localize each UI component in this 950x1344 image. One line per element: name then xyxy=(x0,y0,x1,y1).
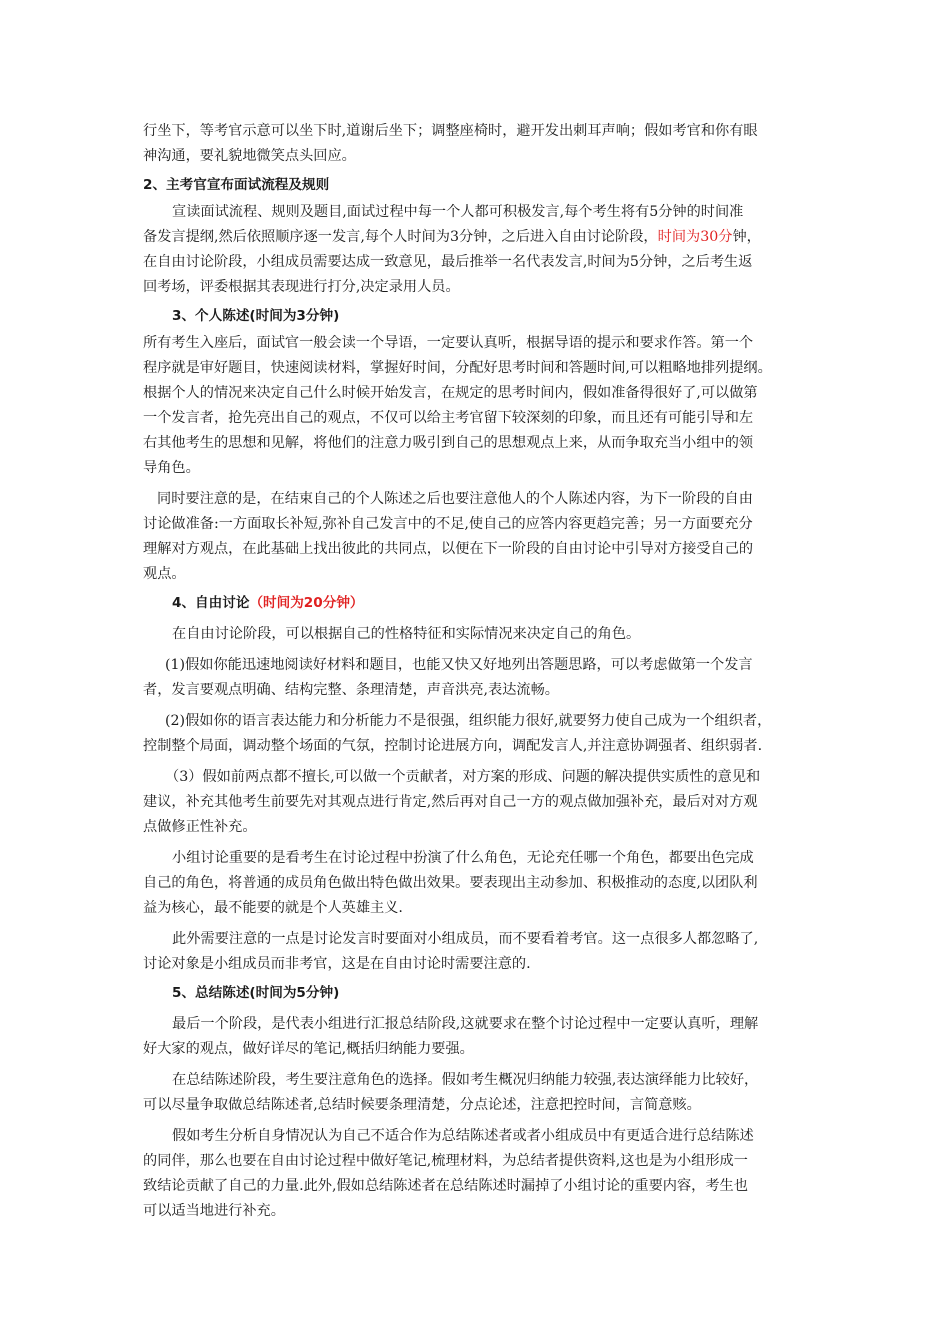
text-segment: 备发言提纲,然后依照顺序逐一发言,每个人时间为3分钟，之后进入自由讨论阶段， xyxy=(143,229,658,245)
text-line: (1)假如你能迅速地阅读好材料和题目，也能又快又好地列出答题思路，可以考虑做第一个发言 xyxy=(165,657,753,673)
text-segment: 钟， xyxy=(732,229,761,245)
text-line: 神沟通，要礼貌地微笑点头回应。 xyxy=(143,148,356,164)
paragraph-summary-stage xyxy=(143,1012,815,1062)
document-body xyxy=(143,119,815,1224)
text-line: 所有考生入座后，面试官一般会读一个导语，一定要认真听，根据导语的提示和要求作答。第一个 xyxy=(143,335,754,351)
highlight-text: （时间为20分钟） xyxy=(249,595,364,611)
text-line: 根据个人的情况来决定自己什么时候开始发言，在规定的思考时间内，假如准备得很好了,可以做第 xyxy=(143,385,758,401)
section-heading-4 xyxy=(143,591,815,616)
text-line: (2)假如你的语言表达能力和分析能力不是很强，组织能力很好,就要努力使自己成为一个组织者， xyxy=(165,713,772,729)
text-line: （3）假如前两点都不擅长,可以做一个贡献者，对方案的形成、问题的解决提供实质性的意见和 xyxy=(165,769,761,785)
paragraph-summary-support xyxy=(143,1124,815,1224)
heading-text: 4、自由讨论 xyxy=(172,595,250,611)
text-line: 理解对方观点，在此基础上找出彼此的共同点，以便在下一阶段的自由讨论中引导对方接受自己的 xyxy=(143,541,754,557)
text-line: 可以适当地进行补充。 xyxy=(143,1203,285,1219)
section-heading-3: 3、个人陈述(时间为3分钟) xyxy=(172,308,340,324)
section-heading-2: 2、主考官宣布面试流程及规则 xyxy=(143,177,330,193)
paragraph-attention-others xyxy=(143,487,815,587)
paragraph-face-group xyxy=(143,927,815,977)
paragraph-seating-etiquette xyxy=(143,119,815,169)
paragraph-free-discussion-intro xyxy=(143,622,815,647)
text-line xyxy=(143,225,815,250)
text-line: 观点。 xyxy=(143,566,186,582)
text-line: 在自由讨论阶段，小组成员需要达成一致意见，最后推举一名代表发言,时间为5分钟，之后考生返 xyxy=(143,254,753,270)
text-line: 讨论对象是小组成员而非考官，这是在自由讨论时需要注意的. xyxy=(143,956,531,972)
text-line: 一个发言者，抢先亮出自己的观点，不仅可以给主考官留下较深刻的印象，而且还有可能引导和左 xyxy=(143,410,754,426)
text-line: 讨论做准备:一方面取长补短,弥补自己发言中的不足,使自己的应答内容更趋完善；另一方面要充分 xyxy=(143,516,753,532)
text-line: 建议，补充其他考生前要先对其观点进行肯定,然后再对自己一方的观点做加强补充，最后对对方观 xyxy=(143,794,758,810)
text-line: 小组讨论重要的是看考生在讨论过程中扮演了什么角色，无论充任哪一个角色，都要出色完成 xyxy=(172,850,754,866)
text-line: 在总结陈述阶段，考生要注意角色的选择。假如考生概况归纳能力较强,表达演绎能力比较好， xyxy=(172,1072,759,1088)
text-line: 导角色。 xyxy=(143,460,200,476)
text-line: 好大家的观点，做好详尽的笔记,概括归纳能力要强。 xyxy=(143,1041,474,1057)
highlight-text: 时间为30分 xyxy=(657,229,733,245)
paragraph-personal-statement xyxy=(143,331,815,481)
text-line: 在自由讨论阶段，可以根据自己的性格特征和实际情况来决定自己的角色。 xyxy=(172,626,641,642)
text-line: 致结论贡献了自己的力量.此外,假如总结陈述者在总结陈述时漏掉了小组讨论的重要内容，考生也 xyxy=(143,1178,748,1194)
section-heading-5: 5、总结陈述(时间为5分钟) xyxy=(172,985,340,1001)
paragraph-role-1 xyxy=(143,653,815,703)
paragraph-role-2 xyxy=(143,709,815,759)
text-line: 此外需要注意的一点是讨论发言时要面对小组成员，而不要看着考官。这一点很多人都忽略了, xyxy=(172,931,759,947)
text-line: 控制整个局面，调动整个场面的气氛，控制讨论进展方向，调配发言人,并注意协调强者、组织弱者. xyxy=(143,738,763,754)
text-line: 宣读面试流程、规则及题目,面试过程中每一个人都可积极发言,每个考生将有5分钟的时间准 xyxy=(172,204,744,220)
paragraph-interview-process xyxy=(143,200,815,300)
text-line: 点做修正性补充。 xyxy=(143,819,257,835)
paragraph-summary-role xyxy=(143,1068,815,1118)
text-line: 最后一个阶段，是代表小组进行汇报总结阶段,这就要求在整个讨论过程中一定要认真听，理解 xyxy=(172,1016,759,1032)
paragraph-discussion-roles xyxy=(143,846,815,921)
text-line: 回考场，评委根据其表现进行打分,决定录用人员。 xyxy=(143,279,460,295)
text-line: 可以尽量争取做总结陈述者,总结时候要条理清楚，分点论述，注意把控时间，言简意赅。 xyxy=(143,1097,701,1113)
text-line: 的同伴，那么也要在自由讨论过程中做好笔记,梳理材料，为总结者提供资料,这也是为小组形成一 xyxy=(143,1153,748,1169)
text-line: 者，发言要观点明确、结构完整、条理清楚，声音洪亮,表达流畅。 xyxy=(143,682,559,698)
text-line: 右其他考生的思想和见解，将他们的注意力吸引到自己的思想观点上来，从而争取充当小组中的领 xyxy=(143,435,754,451)
text-line: 假如考生分析自身情况认为自己不适合作为总结陈述者或者小组成员中有更适合进行总结陈述 xyxy=(172,1128,754,1144)
text-line: 行坐下，等考官示意可以坐下时,道谢后坐下；调整座椅时，避开发出刺耳声响；假如考官和你有眼 xyxy=(143,123,758,139)
text-line: 益为核心，最不能要的就是个人英雄主义. xyxy=(143,900,403,916)
text-line: 自己的角色，将普通的成员角色做出特色做出效果。要表现出主动参加、积极推动的态度,以团队利 xyxy=(143,875,758,891)
text-line: 同时要注意的是，在结束自己的个人陈述之后也要注意他人的个人陈述内容，为下一阶段的自由 xyxy=(157,491,753,507)
text-line: 程序就是审好题目，快速阅读材料，掌握好时间，分配好思考时间和答题时间,可以粗略地排列提纲。 xyxy=(143,360,772,376)
paragraph-role-3 xyxy=(143,765,815,840)
